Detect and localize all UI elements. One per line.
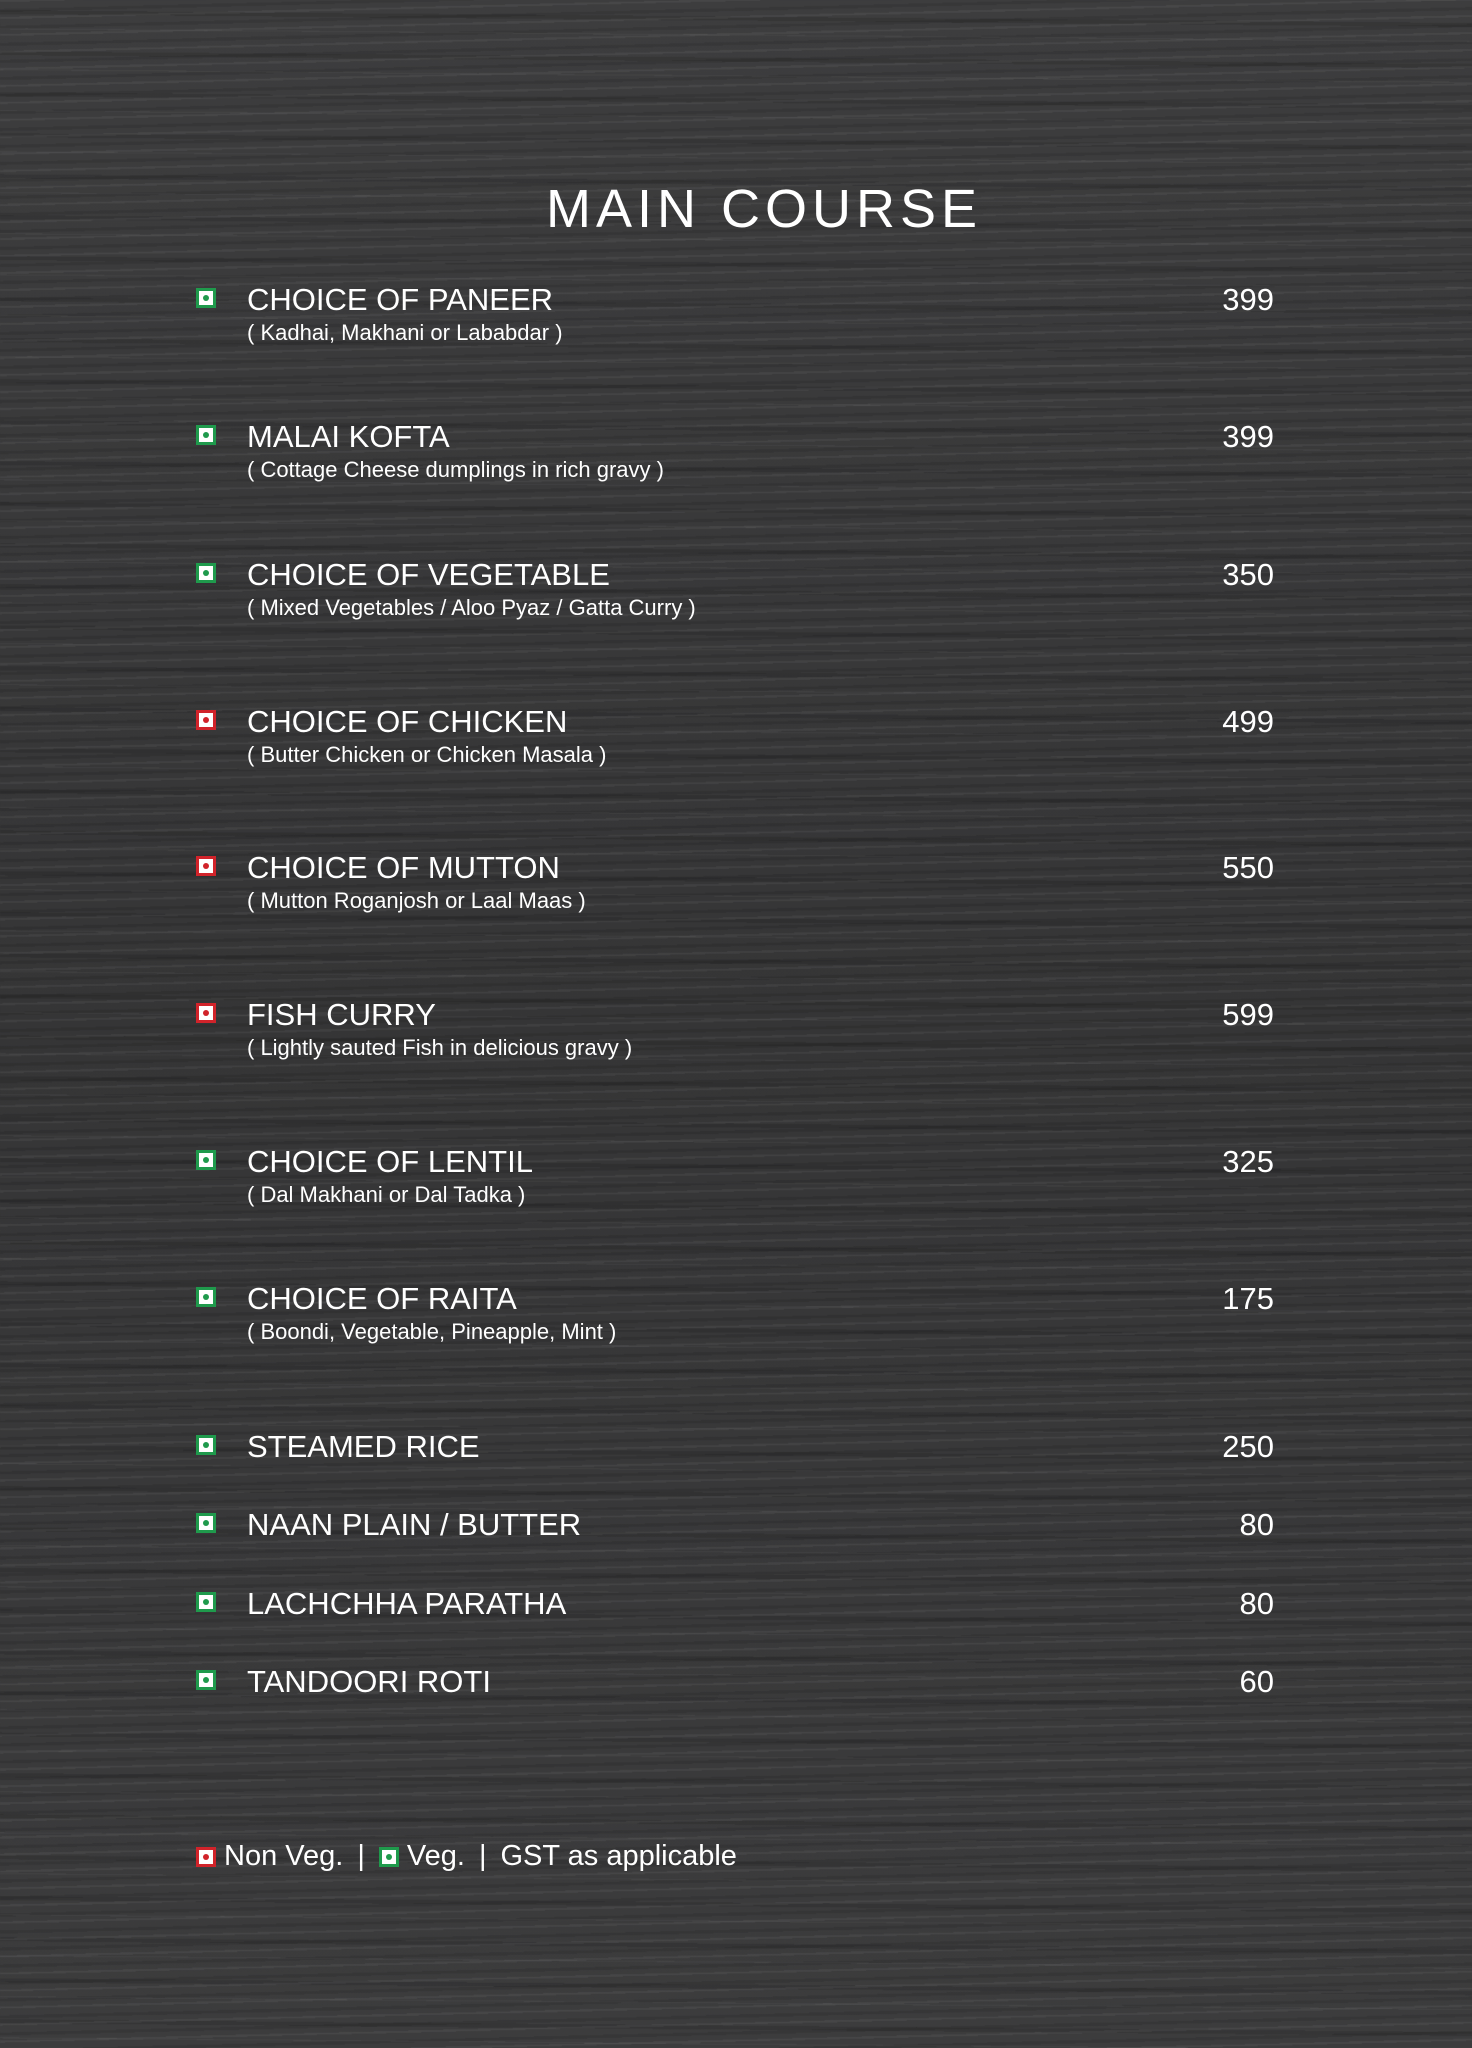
item-price: 350: [1222, 557, 1274, 592]
item-name: FISH CURRY: [247, 997, 436, 1032]
page-title: MAIN COURSE: [545, 179, 983, 239]
item-name: CHOICE OF VEGETABLE: [247, 557, 610, 592]
veg-icon: [196, 563, 216, 583]
veg-icon: [196, 1435, 216, 1455]
veg-label: Veg.: [406, 1840, 465, 1872]
veg-icon: [196, 288, 216, 308]
item-price: 550: [1222, 850, 1274, 885]
item-price: 599: [1222, 997, 1274, 1032]
item-description: ( Dal Makhani or Dal Tadka ): [247, 1182, 526, 1207]
item-price: 80: [1239, 1507, 1274, 1542]
item-description: ( Butter Chicken or Chicken Masala ): [247, 742, 607, 767]
veg-icon: [196, 1670, 216, 1690]
item-price: 80: [1239, 1586, 1274, 1621]
item-name: CHOICE OF MUTTON: [247, 850, 560, 885]
veg-icon: [196, 1513, 216, 1533]
item-description: ( Mutton Roganjosh or Laal Maas ): [247, 888, 586, 913]
veg-icon: [379, 1847, 399, 1867]
veg-icon: [196, 1592, 216, 1612]
item-description: ( Lightly sauted Fish in delicious gravy ): [247, 1035, 633, 1060]
item-name: NAAN PLAIN / BUTTER: [247, 1507, 582, 1542]
item-name: CHOICE OF PANEER: [247, 282, 554, 317]
item-name: TANDOORI ROTI: [247, 1664, 491, 1699]
veg-icon: [196, 425, 216, 445]
veg-icon: [196, 1287, 216, 1307]
item-price: 250: [1222, 1429, 1274, 1464]
veg-icon: [196, 1150, 216, 1170]
item-description: ( Boondi, Vegetable, Pineapple, Mint ): [247, 1319, 617, 1344]
item-name: STEAMED RICE: [247, 1429, 480, 1464]
item-price: 325: [1222, 1144, 1274, 1179]
nonveg-icon: [196, 1003, 216, 1023]
item-name: CHOICE OF CHICKEN: [247, 704, 568, 739]
item-price: 175: [1222, 1281, 1274, 1316]
item-price: 60: [1239, 1664, 1274, 1699]
item-name: MALAI KOFTA: [247, 419, 450, 454]
item-description: ( Kadhai, Makhani or Lababdar ): [247, 320, 563, 345]
item-description: ( Cottage Cheese dumplings in rich gravy ): [247, 457, 664, 482]
gst-note: GST as applicable: [500, 1840, 737, 1872]
nonveg-icon: [196, 710, 216, 730]
nonveg-icon: [196, 856, 216, 876]
item-description: ( Mixed Vegetables / Aloo Pyaz / Gatta Curry ): [247, 595, 696, 620]
item-price: 499: [1222, 704, 1274, 739]
item-name: CHOICE OF RAITA: [247, 1281, 517, 1316]
nonveg-icon: [196, 1847, 216, 1867]
separator: |: [357, 1840, 365, 1872]
nonveg-label: Non Veg.: [224, 1840, 344, 1872]
item-price: 399: [1222, 282, 1274, 317]
legend-footer: [196, 1840, 737, 1873]
item-name: LACHCHHA PARATHA: [247, 1586, 567, 1621]
separator: |: [478, 1840, 487, 1872]
item-price: 399: [1222, 419, 1274, 454]
item-name: CHOICE OF LENTIL: [247, 1144, 533, 1179]
